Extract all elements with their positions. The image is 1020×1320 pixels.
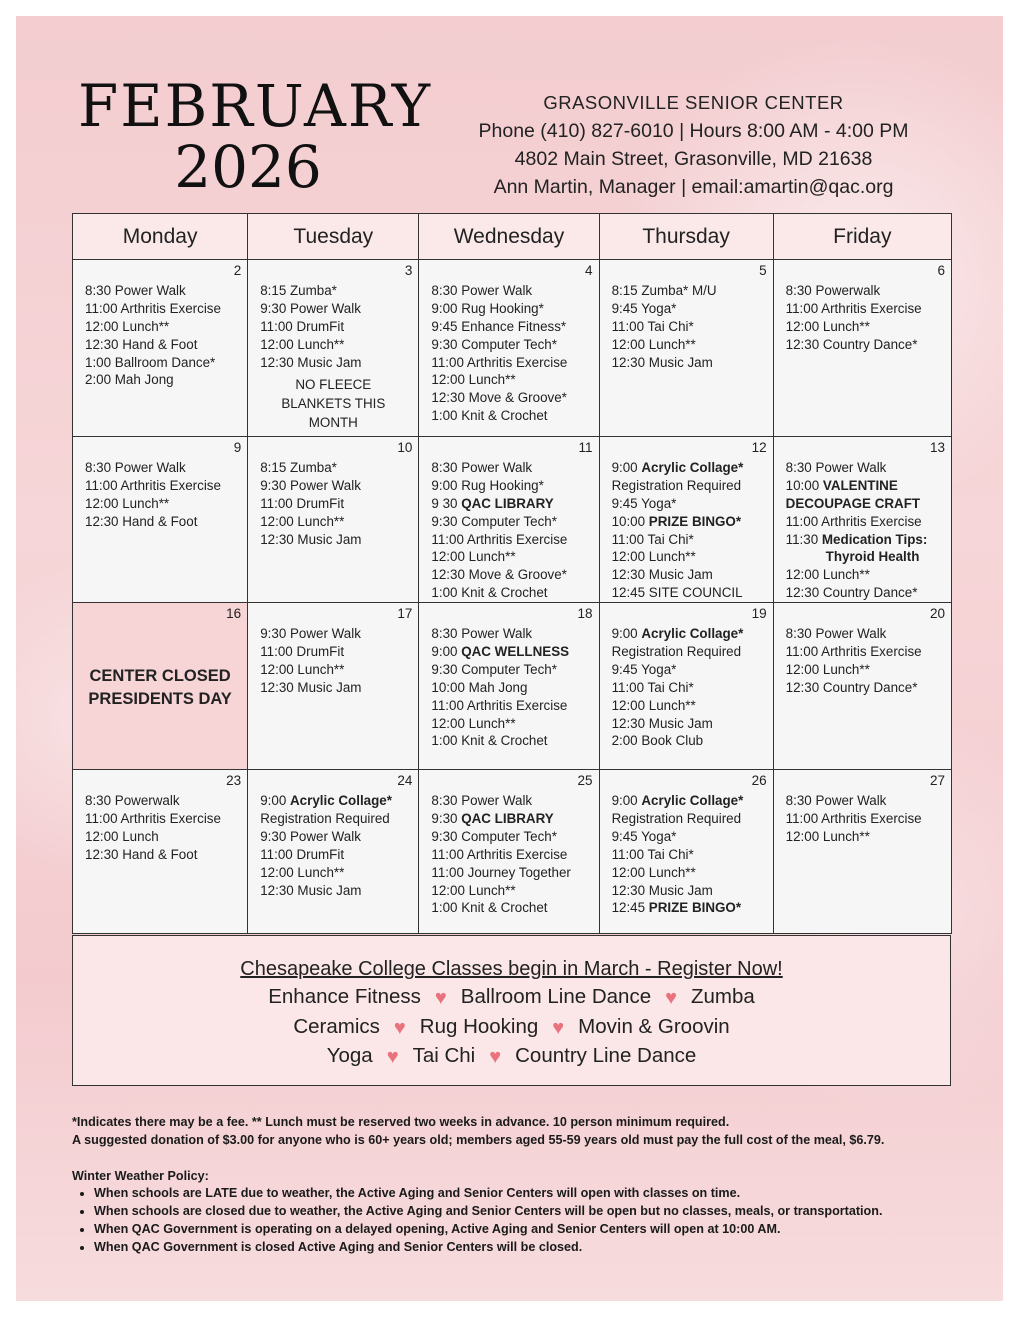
activity-list [600, 437, 773, 602]
cell-note: NO FLEECE BLANKETS THIS MONTH [281, 377, 386, 431]
activity-item: 12:00 Lunch** [431, 549, 516, 565]
calendar-day-cell [773, 770, 951, 934]
weekday-header: Wednesday [419, 214, 599, 260]
activity-item: 12:00 Lunch** [260, 661, 345, 677]
activity-list [419, 603, 598, 750]
day-number: 25 [577, 773, 593, 789]
activity-item: 11:00 DrumFit [260, 644, 345, 660]
activity-item: 9:30 Computer Tech* [431, 828, 557, 844]
calendar-day-cell [73, 770, 248, 934]
activity-item: 11:00 Arthritis Exercise [431, 354, 568, 370]
activity-item: 2:00 Book Club [611, 733, 704, 749]
activity-item: 11:30 Medication Tips: [785, 531, 928, 547]
day-number: 2 [233, 263, 242, 278]
calendar-day-cell [248, 770, 419, 934]
calendar-day-cell [419, 437, 599, 603]
day-number: 6 [937, 263, 945, 278]
activity-list [248, 603, 418, 697]
activity-item: 8:15 Zumba* [260, 460, 337, 475]
calendar-day-cell [599, 437, 773, 603]
college-class-name: Ballroom Line Dance [460, 985, 652, 1008]
activity-item: 9:00 Rug Hooking* [431, 300, 544, 316]
activity-item: 9:00 QAC WELLNESS [431, 644, 570, 660]
activity-list [73, 770, 247, 864]
calendar-day-cell [73, 437, 248, 603]
activity-item: 12:30 Music Jam [611, 567, 713, 583]
heart-icon: ♥ [434, 987, 447, 1009]
activity-item: 12:30 Music Jam [260, 882, 362, 898]
activity-item: 12:00 Lunch** [431, 372, 516, 388]
activity-item: 11:00 Arthritis Exercise [785, 811, 922, 827]
college-class-name: Enhance Fitness [268, 985, 421, 1008]
college-class-name: Tai Chi [412, 1044, 476, 1067]
day-number: 19 [751, 606, 767, 622]
activity-item: 11:00 Tai Chi* [611, 531, 694, 547]
activity-list [248, 260, 418, 431]
activity-list [774, 260, 951, 354]
activity-list [774, 770, 951, 846]
activity-item: 11:00 Arthritis Exercise [431, 531, 568, 547]
calendar-grid [72, 213, 952, 934]
activity-item: 12:00 Lunch** [260, 513, 345, 529]
activity-item: 9:30 Computer Tech* [431, 336, 557, 352]
activity-item: 12:30 Music Jam [260, 531, 362, 547]
activity-list [600, 770, 773, 917]
weather-policy-item: • When QAC Government is operating on a delayed opening, Active Aging and Senior Centers will open at 10:00 AM. [94, 1221, 972, 1239]
weekday-header: Monday [73, 214, 248, 260]
activity-item: 9:30 Computer Tech* [431, 513, 557, 529]
activity-item: 10:00 VALENTINE [785, 477, 898, 493]
activity-item: 1:00 Knit & Crochet [431, 733, 548, 749]
heart-icon: ♥ [393, 1016, 406, 1039]
calendar-day-cell [73, 260, 248, 437]
activity-item: 8:30 Power Walk [431, 626, 533, 642]
calendar-day-cell [773, 260, 951, 437]
day-number: 23 [226, 773, 242, 789]
heart-icon: ♥ [489, 1046, 502, 1068]
college-heading: Chesapeake College Classes begin in March - Register Now! [240, 958, 783, 980]
activity-item: 9:45 Yoga* [611, 661, 677, 677]
activity-item: 8:30 Power Walk [85, 283, 186, 298]
activity-item: 11:00 Tai Chi* [611, 679, 694, 695]
activity-item: 8:30 Power Walk [785, 460, 887, 475]
activity-list [248, 437, 418, 548]
day-number: 3 [404, 263, 413, 278]
center-info [431, 89, 956, 201]
college-row [73, 1013, 950, 1043]
weather-policy-item: • When schools are closed due to weather, the Active Aging and Senior Centers will be open but no classes, meals, or transportation. [94, 1203, 972, 1221]
day-number: 27 [929, 773, 945, 789]
college-classes-box [72, 935, 951, 1086]
day-number: 26 [751, 773, 767, 789]
activity-item: 8:15 Zumba* [260, 283, 337, 298]
phone-hours: Phone (410) 827-6010 | Hours 8:00 AM - 4:00 PM [478, 120, 909, 142]
flyer-page [16, 16, 1003, 1301]
weekday-header-row [73, 214, 952, 260]
activity-item: 10:00 Mah Jong [431, 679, 528, 695]
weekday-header: Thursday [599, 214, 773, 260]
activity-item: 8:30 Powerwalk [85, 793, 180, 809]
calendar-week-row [73, 260, 952, 437]
activity-item: 1:00 Knit & Crochet [431, 408, 548, 424]
calendar-day-cell [248, 260, 419, 437]
activity-item: 11:00 Arthritis Exercise [431, 846, 568, 862]
activity-list [248, 770, 418, 899]
activity-item: 8:30 Power Walk [431, 283, 533, 298]
day-number: 9 [233, 440, 242, 455]
activity-list [774, 603, 951, 697]
activity-item: 1:00 Knit & Crochet [431, 900, 548, 916]
activity-item: 8:30 Powerwalk [785, 283, 881, 298]
activity-item: 12:30 Hand & Foot [85, 513, 198, 529]
activity-item: 12:45 PRIZE BINGO* [611, 900, 742, 916]
month-title [78, 72, 433, 201]
activity-list [419, 437, 598, 602]
activity-item: 11:00 DrumFit [260, 495, 345, 511]
activity-item: 8:30 Power Walk [785, 626, 887, 642]
day-number: 20 [929, 606, 945, 622]
day-number: 11 [578, 440, 593, 455]
activity-item: 11:00 Tai Chi* [611, 846, 694, 862]
activity-item: 11:00 Arthritis Exercise [785, 300, 922, 316]
activity-list [419, 260, 598, 425]
year-label: 2026 [174, 133, 322, 201]
activity-item: 12:30 Music Jam [260, 679, 362, 695]
activity-list [73, 437, 247, 531]
day-number: 12 [751, 440, 767, 455]
college-row [73, 983, 950, 1013]
calendar-day-cell [419, 603, 599, 770]
activity-item: 11:00 DrumFit [260, 846, 345, 862]
college-class-name: Zumba [690, 985, 755, 1008]
calendar-day-cell [773, 603, 951, 770]
activity-item: 9:30 Computer Tech* [431, 661, 557, 677]
activity-item: 12:00 Lunch** [611, 697, 696, 713]
manager-contact: Ann Martin, Manager | email:amartin@qac.org [493, 176, 894, 198]
activity-item: 12:00 Lunch** [85, 318, 170, 334]
activity-item: 11:00 Arthritis Exercise [431, 697, 568, 713]
heart-icon: ♥ [552, 1016, 565, 1039]
college-class-name: Movin & Groovin [578, 1014, 730, 1038]
weather-policy-item: • When QAC Government is closed Active Aging and Senior Centers will be closed. [94, 1239, 972, 1257]
activity-item: 9 30 QAC LIBRARY [431, 495, 554, 511]
activity-item: 11:00 Tai Chi* [611, 318, 694, 334]
activity-item: 8:30 Power Walk [785, 793, 887, 809]
heart-icon: ♥ [665, 987, 677, 1009]
activity-item: 12:00 Lunch** [611, 864, 696, 880]
day-number: 18 [577, 606, 593, 622]
activity-item: 12:45 SITE COUNCIL [611, 585, 743, 601]
donation-note: A suggested donation of $3.00 for anyone who is 60+ years old; members aged 55-59 years old must pay the full cost of the meal, $6.79. [72, 1132, 885, 1147]
weather-policy-item: • When schools are LATE due to weather, the Active Aging and Senior Centers will open with classes on time. [94, 1185, 972, 1203]
day-number: 16 [226, 606, 242, 622]
center-closed-notice: CENTER CLOSED PRESIDENTS DAY [88, 667, 232, 709]
activity-item: 11:00 Arthritis Exercise [85, 811, 221, 827]
activity-item: 12:30 Move & Groove* [431, 390, 567, 406]
college-class-name: Rug Hooking [419, 1014, 539, 1038]
activity-item: 12:00 Lunch [85, 828, 159, 844]
activity-item: 12:30 Hand & Foot [85, 336, 198, 352]
calendar-day-cell [248, 437, 419, 603]
calendar-day-cell [773, 437, 951, 603]
activity-list [419, 770, 598, 917]
activity-item: 9:30 Power Walk [260, 477, 361, 493]
day-number: 5 [759, 263, 767, 278]
activity-item: 9:00 Acrylic Collage* [611, 460, 744, 475]
fee-note: *Indicates there may be a fee. ** Lunch must be reserved two weeks in advance. 10 person minimum required. [72, 1115, 730, 1129]
college-class-name: Country Line Dance [515, 1044, 697, 1067]
activity-item: 12:00 Lunch** [431, 882, 516, 898]
activity-item: Registration Required [611, 811, 742, 827]
heart-icon: ♥ [386, 1046, 399, 1068]
activity-item: 9:30 Power Walk [260, 626, 361, 642]
activity-item: Registration Required [260, 811, 390, 827]
activity-item: Thyroid Health [825, 549, 920, 565]
activity-item: 8:30 Power Walk [431, 793, 533, 809]
activity-item: 9:00 Acrylic Collage* [260, 793, 392, 809]
calendar-day-cell [248, 603, 419, 770]
calendar-week-row [73, 770, 952, 934]
day-number: 4 [585, 263, 593, 278]
activity-item: 9:00 Rug Hooking* [431, 477, 544, 493]
activity-item: 12:00 Lunch** [785, 661, 870, 677]
calendar-day-cell [419, 770, 599, 934]
activity-item: 12:00 Lunch** [431, 715, 516, 731]
college-class-name: Yoga [326, 1044, 373, 1067]
activity-item: 12:30 Music Jam [611, 715, 713, 731]
month-label: FEBRUARY [78, 72, 433, 140]
activity-item: 8:30 Power Walk [85, 460, 186, 475]
activity-list [600, 603, 773, 750]
day-number: 10 [397, 440, 413, 455]
day-number: 13 [929, 440, 945, 455]
center-name: GRASONVILLE SENIOR CENTER [543, 92, 844, 113]
activity-item: 1:00 Knit & Crochet [431, 585, 548, 601]
weekday-header: Tuesday [248, 214, 419, 260]
activity-item: 12:30 Country Dance* [785, 679, 918, 695]
activity-item: 9:30 QAC LIBRARY [431, 811, 554, 827]
calendar-week-row [73, 603, 952, 770]
college-class-name: Ceramics [293, 1014, 380, 1038]
activity-item: DECOUPAGE CRAFT [785, 495, 921, 511]
activity-item: 12:30 Country Dance* [785, 585, 918, 601]
activity-item: 10:00 PRIZE BINGO* [611, 513, 742, 529]
activity-item: 11:00 DrumFit [260, 318, 345, 334]
weather-policy-list [72, 1185, 972, 1256]
college-row [73, 1042, 950, 1072]
calendar-day-cell [599, 260, 773, 437]
footer-notes [72, 1114, 972, 1257]
calendar-week-row [73, 437, 952, 603]
activity-item: 12:30 Move & Groove* [431, 567, 567, 583]
day-number: 24 [397, 773, 413, 789]
activity-item: 12:00 Lunch** [611, 549, 696, 565]
activity-item: 12:30 Music Jam [260, 354, 362, 370]
activity-item: 12:30 Country Dance* [785, 336, 918, 352]
activity-item: 9:45 Yoga* [611, 828, 677, 844]
activity-item: 12:00 Lunch** [85, 495, 170, 511]
activity-item: 1:00 Ballroom Dance* [85, 354, 216, 370]
activity-item: 11:00 Arthritis Exercise [85, 477, 221, 493]
activity-item: 9:30 Power Walk [260, 828, 361, 844]
activity-item: 2:00 Mah Jong [85, 372, 174, 388]
activity-item: 12:30 Music Jam [611, 882, 713, 898]
activity-list [600, 260, 773, 371]
activity-item: 12:00 Lunch** [260, 864, 345, 880]
activity-list [774, 437, 951, 602]
activity-item: 11:00 Arthritis Exercise [85, 300, 221, 316]
activity-item: Registration Required [611, 644, 742, 660]
activity-item: 11:00 Arthritis Exercise [785, 513, 922, 529]
weather-policy-title: Winter Weather Policy: [72, 1168, 209, 1183]
calendar-day-cell [599, 770, 773, 934]
weekday-header: Friday [773, 214, 951, 260]
activity-item: 8:15 Zumba* M/U [611, 283, 717, 298]
activity-item: 12:00 Lunch** [260, 336, 345, 352]
activity-item: 12:00 Lunch** [785, 318, 870, 334]
activity-item: 9:00 Acrylic Collage* [611, 626, 744, 642]
activity-item: 8:30 Power Walk [431, 460, 533, 475]
activity-item: Registration Required [611, 477, 742, 493]
activity-item: 9:45 Yoga* [611, 495, 677, 511]
activity-item: 12:00 Lunch** [785, 828, 870, 844]
activity-item: 11:00 Arthritis Exercise [785, 644, 922, 660]
activity-item: 9:30 Power Walk [260, 300, 361, 316]
calendar-day-cell [419, 260, 599, 437]
activity-item: 9:00 Acrylic Collage* [611, 793, 744, 809]
activity-item: 12:00 Lunch** [785, 567, 870, 583]
activity-item: 9:45 Yoga* [611, 300, 677, 316]
activity-item: 11:00 Journey Together [431, 864, 571, 880]
day-number: 17 [397, 606, 413, 622]
activity-item: 12:00 Lunch** [611, 336, 696, 352]
activity-item: 9:45 Enhance Fitness* [431, 318, 567, 334]
calendar-day-cell [599, 603, 773, 770]
activity-item: 12:30 Hand & Foot [85, 846, 198, 862]
address: 4802 Main Street, Grasonville, MD 21638 [514, 148, 873, 170]
activity-list [73, 260, 247, 389]
calendar-day-cell [73, 603, 248, 770]
activity-item: 12:30 Music Jam [611, 354, 713, 370]
